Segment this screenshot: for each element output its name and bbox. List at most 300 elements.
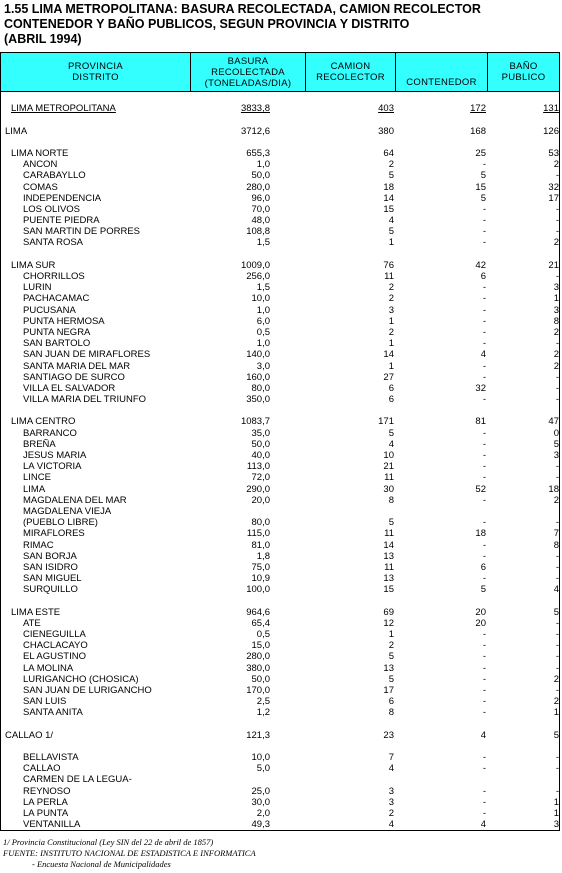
contenedor-cell: 4 xyxy=(480,819,486,831)
header-bano-publico: BAÑO PUBLICO xyxy=(501,61,546,83)
row-label xyxy=(1,193,191,204)
table-row xyxy=(1,293,559,304)
row-label-text: CIENEGUILLA xyxy=(23,629,86,640)
table-title xyxy=(4,2,481,47)
contenedor-cell: - xyxy=(482,438,486,450)
basura-cell: 290,0 xyxy=(246,483,270,495)
bano-cell: - xyxy=(555,684,559,696)
bano-cell: - xyxy=(555,763,559,775)
footnote-source: FUENTE: INSTITUTO NACIONAL DE ESTADISTICA E INFORMATICA xyxy=(3,848,256,858)
table-row xyxy=(1,517,559,528)
contenedor-cell: - xyxy=(482,326,486,338)
basura-cell xyxy=(191,774,306,785)
spacer-row xyxy=(1,137,559,148)
basura-cell: 0,5 xyxy=(256,326,270,338)
basura-cell: 50,0 xyxy=(251,673,270,685)
basura-cell xyxy=(191,249,306,260)
row-label xyxy=(1,506,191,517)
row-label xyxy=(1,640,191,651)
contenedor-cell: - xyxy=(482,315,486,327)
row-label-text: LIMA xyxy=(5,125,28,137)
camion-cell xyxy=(306,405,396,416)
contenedor-cell: - xyxy=(482,394,486,406)
camion-cell: 1 xyxy=(388,338,394,350)
row-label-text: LIMA NORTE xyxy=(11,147,69,159)
contenedor-cell: - xyxy=(482,304,486,316)
basura-cell: 1,0 xyxy=(256,338,270,350)
row-label xyxy=(1,484,191,495)
table-row xyxy=(1,584,559,595)
camion-cell: 1 xyxy=(388,237,394,249)
table-row xyxy=(1,226,559,237)
camion-cell: 171 xyxy=(378,416,394,428)
table-row xyxy=(1,540,559,551)
basura-cell: 49,3 xyxy=(251,819,270,831)
row-label-text: COMAS xyxy=(23,181,58,193)
bano-cell: 2 xyxy=(553,673,559,685)
basura-cell: 10,0 xyxy=(251,752,270,764)
row-label-text: CALLAO xyxy=(23,763,61,775)
contenedor-cell: 5 xyxy=(480,170,486,182)
row-label-text: JESUS MARIA xyxy=(23,450,87,461)
row-label-text: ANCON xyxy=(23,159,58,171)
row-label-text: PUNTA HERMOSA xyxy=(23,315,105,327)
row-label xyxy=(1,170,191,181)
camion-cell: 3 xyxy=(388,304,394,316)
table-row xyxy=(1,338,559,349)
camion-cell: 21 xyxy=(383,461,394,473)
camion-cell: 13 xyxy=(383,573,394,585)
table-row xyxy=(1,450,559,461)
basura-cell: 3712,6 xyxy=(240,125,270,137)
bano-cell: - xyxy=(555,461,559,473)
row-label xyxy=(1,394,191,405)
table-row xyxy=(1,182,559,193)
contenedor-cell: - xyxy=(482,673,486,685)
row-label xyxy=(1,215,191,226)
basura-cell: 15,0 xyxy=(251,640,270,652)
title-line-1: 1.55 LIMA METROPOLITANA: BASURA RECOLECTADA, CAMION RECOLECTOR xyxy=(4,2,481,16)
camion-cell: 8 xyxy=(388,494,394,506)
bano-cell: 3 xyxy=(553,819,559,831)
bano-cell: - xyxy=(555,215,559,227)
table-row xyxy=(1,439,559,450)
row-label-text: LIMA CENTRO xyxy=(11,416,76,428)
row-label xyxy=(1,730,191,741)
row-label-text: SURQUILLO xyxy=(23,584,78,596)
camion-cell: 2 xyxy=(388,159,394,171)
bano-cell: - xyxy=(555,561,559,573)
row-label-text: BREÑA xyxy=(23,438,56,450)
contenedor-cell: - xyxy=(482,472,486,484)
row-label xyxy=(1,685,191,696)
bano-cell: 1 xyxy=(553,796,559,808)
row-label-text: CHORRILLOS xyxy=(23,271,85,282)
table-row xyxy=(1,774,559,785)
bano-cell: - xyxy=(555,640,559,652)
contenedor-cell xyxy=(396,595,488,606)
table-header xyxy=(0,52,560,92)
row-label xyxy=(1,696,191,707)
bano-cell xyxy=(488,405,559,416)
basura-cell: 6,0 xyxy=(256,315,270,327)
basura-cell: 113,0 xyxy=(246,461,270,473)
row-label-text: PUENTE PIEDRA xyxy=(23,215,100,227)
contenedor-cell: - xyxy=(482,517,486,529)
basura-cell: 80,0 xyxy=(251,382,270,394)
row-label xyxy=(1,103,191,114)
row-label xyxy=(1,551,191,562)
table-row xyxy=(1,651,559,662)
spacer-row xyxy=(1,92,559,103)
basura-cell xyxy=(191,114,306,125)
row-label xyxy=(1,461,191,472)
basura-cell: 25,0 xyxy=(251,785,270,797)
table-row xyxy=(1,215,559,226)
contenedor-cell: - xyxy=(482,450,486,461)
table-row xyxy=(1,372,559,383)
table-row xyxy=(1,819,559,830)
row-label-text: VILLA EL SALVADOR xyxy=(23,382,116,394)
contenedor-cell: - xyxy=(482,237,486,249)
row-label-text: RIMAC xyxy=(23,539,54,551)
contenedor-cell xyxy=(396,92,488,103)
bano-cell: 17 xyxy=(548,192,559,204)
basura-cell xyxy=(191,595,306,606)
row-label xyxy=(1,528,191,539)
camion-cell: 4 xyxy=(388,819,394,831)
bano-cell xyxy=(488,92,559,103)
contenedor-cell: - xyxy=(482,707,486,719)
table-row xyxy=(1,305,559,316)
basura-cell: 30,0 xyxy=(251,796,270,808)
camion-cell: 4 xyxy=(388,438,394,450)
row-label-text: SANTA ANITA xyxy=(23,707,83,719)
row-label xyxy=(1,450,191,461)
basura-cell: 140,0 xyxy=(246,349,270,361)
header-provincia-distrito: PROVINCIA DISTRITO xyxy=(1,53,191,91)
row-label xyxy=(1,629,191,640)
table-row xyxy=(1,797,559,808)
contenedor-cell: - xyxy=(482,159,486,171)
footnote-callao: 1/ Provincia Constitucional (Ley SIN del 22 de abril de 1857) xyxy=(3,837,214,847)
table-row xyxy=(1,361,559,372)
row-label xyxy=(1,663,191,674)
bano-cell xyxy=(488,774,559,785)
contenedor-cell: - xyxy=(482,640,486,652)
row-label-text: VILLA MARIA DEL TRIUNFO xyxy=(23,394,147,406)
row-label xyxy=(1,305,191,316)
table-row xyxy=(1,674,559,685)
camion-cell: 12 xyxy=(383,617,394,629)
camion-cell xyxy=(306,114,396,125)
row-label-text: SANTA MARIA DEL MAR xyxy=(23,360,131,372)
camion-cell: 14 xyxy=(383,539,394,551)
camion-cell: 5 xyxy=(388,517,394,529)
bano-cell: 3 xyxy=(553,282,559,294)
contenedor-cell xyxy=(396,114,488,125)
camion-cell: 11 xyxy=(384,271,394,282)
row-label-text: LINCE xyxy=(23,472,51,484)
row-label-text: PUCUSANA xyxy=(23,304,76,316)
bano-cell: - xyxy=(555,629,559,640)
basura-cell xyxy=(191,741,306,752)
row-label xyxy=(1,260,191,271)
row-label xyxy=(1,316,191,327)
row-label-text: MAGDALENA VIEJA xyxy=(23,505,112,517)
camion-cell: 13 xyxy=(383,662,394,674)
row-label xyxy=(1,338,191,349)
row-label xyxy=(1,752,191,763)
camion-cell: 27 xyxy=(383,371,394,383)
camion-cell: 2 xyxy=(388,640,394,652)
contenedor-cell: - xyxy=(482,338,486,350)
camion-cell: 380 xyxy=(378,125,394,137)
basura-cell: 72,0 xyxy=(251,472,270,484)
bano-cell: 1 xyxy=(553,808,559,819)
table-row xyxy=(1,103,559,114)
contenedor-cell: - xyxy=(482,494,486,506)
header-basura-recolectada: BASURA RECOLECTADA (TONELADAS/DIA) xyxy=(191,53,306,91)
contenedor-cell: 6 xyxy=(480,271,486,282)
header-contenedor: CONTENEDOR xyxy=(396,53,488,91)
bano-cell: 5 xyxy=(553,729,559,741)
row-label-text: (PUEBLO LIBRE) xyxy=(23,517,98,529)
basura-cell: 170,0 xyxy=(246,684,270,696)
basura-cell: 121,3 xyxy=(246,729,270,741)
contenedor-cell: - xyxy=(482,651,486,663)
bano-cell xyxy=(488,595,559,606)
contenedor-cell: 168 xyxy=(470,125,486,137)
bano-cell: 3 xyxy=(553,450,559,461)
row-label-text: LIMA SUR xyxy=(11,259,56,271)
footnote-survey: - Encuesta Nacional de Municipalidades xyxy=(32,859,171,869)
basura-cell: 380,0 xyxy=(246,662,270,674)
bano-cell: 1 xyxy=(553,707,559,719)
contenedor-cell xyxy=(396,249,488,260)
bano-cell: 126 xyxy=(543,125,559,137)
contenedor-cell: - xyxy=(482,226,486,238)
basura-cell: 655,3 xyxy=(246,147,270,159)
bano-cell: 18 xyxy=(548,483,559,495)
bano-cell: 2 xyxy=(553,326,559,338)
table-row xyxy=(1,316,559,327)
table-row xyxy=(1,786,559,797)
camion-cell: 11 xyxy=(384,528,394,540)
camion-cell xyxy=(306,774,396,785)
contenedor-cell xyxy=(396,719,488,730)
row-label xyxy=(1,607,191,618)
row-label-text: CHACLACAYO xyxy=(23,640,88,652)
row-label-text: SAN LUIS xyxy=(23,696,67,708)
basura-cell xyxy=(191,506,306,517)
row-label xyxy=(1,707,191,718)
camion-cell: 69 xyxy=(383,606,394,618)
contenedor-cell: 18 xyxy=(475,528,486,540)
basura-cell: 350,0 xyxy=(246,394,270,406)
table-row xyxy=(1,193,559,204)
row-label-text: LA PUNTA xyxy=(23,808,69,819)
contenedor-cell: 25 xyxy=(475,147,486,159)
basura-cell: 65,4 xyxy=(251,617,270,629)
spacer-row xyxy=(1,405,559,416)
camion-cell: 14 xyxy=(383,192,394,204)
row-label-text: LA VICTORIA xyxy=(23,461,82,473)
contenedor-cell xyxy=(396,506,488,517)
contenedor-cell: 15 xyxy=(475,181,486,193)
row-label xyxy=(1,595,191,606)
row-label-text: CARABAYLLO xyxy=(23,170,86,182)
row-label-text: VENTANILLA xyxy=(23,819,81,831)
bano-cell: - xyxy=(555,338,559,350)
spacer-row xyxy=(1,741,559,752)
bano-cell: - xyxy=(555,785,559,797)
bano-cell: - xyxy=(555,651,559,663)
contenedor-cell: - xyxy=(482,427,486,439)
row-label xyxy=(1,797,191,808)
row-label xyxy=(1,226,191,237)
contenedor-cell: 4 xyxy=(480,729,486,741)
row-label xyxy=(1,282,191,293)
camion-cell: 5 xyxy=(388,673,394,685)
bano-cell: 0 xyxy=(553,427,559,439)
basura-cell xyxy=(191,719,306,730)
row-label-text: MAGDALENA DEL MAR xyxy=(23,494,127,506)
row-label xyxy=(1,126,191,137)
camion-cell: 1 xyxy=(388,360,394,372)
row-label xyxy=(1,159,191,170)
bano-cell: 32 xyxy=(548,181,559,193)
camion-cell: 6 xyxy=(388,696,394,708)
table-row xyxy=(1,472,559,483)
table-row xyxy=(1,629,559,640)
table-row xyxy=(1,204,559,215)
camion-cell: 3 xyxy=(388,785,394,797)
basura-cell: 1083,7 xyxy=(240,416,270,428)
basura-cell: 75,0 xyxy=(251,561,270,573)
bano-cell xyxy=(488,249,559,260)
table-row xyxy=(1,260,559,271)
camion-cell: 15 xyxy=(383,584,394,596)
row-label xyxy=(1,237,191,248)
contenedor-cell xyxy=(396,774,488,785)
table-row xyxy=(1,282,559,293)
bano-cell: 4 xyxy=(553,584,559,596)
spacer-row xyxy=(1,249,559,260)
basura-cell: 80,0 xyxy=(251,517,270,529)
contenedor-cell: 172 xyxy=(470,103,486,115)
camion-cell: 76 xyxy=(383,259,394,271)
bano-cell: 7 xyxy=(553,528,559,540)
camion-cell: 5 xyxy=(388,651,394,663)
basura-cell: 1,5 xyxy=(256,282,270,294)
title-line-2: CONTENEDOR Y BAÑO PUBLICOS, SEGUN PROVINCIA Y DISTRITO xyxy=(4,17,410,31)
contenedor-cell: - xyxy=(482,282,486,294)
basura-cell: 108,8 xyxy=(246,226,270,238)
table-row xyxy=(1,416,559,427)
table-row xyxy=(1,618,559,629)
row-label-text: LOS OLIVOS xyxy=(23,203,81,215)
contenedor-cell: 42 xyxy=(475,259,486,271)
camion-cell: 11 xyxy=(384,561,394,573)
basura-cell: 20,0 xyxy=(251,494,270,506)
basura-cell: 964,6 xyxy=(246,606,270,618)
contenedor-cell: - xyxy=(482,539,486,551)
bano-cell xyxy=(488,137,559,148)
row-label-text: SAN BARTOLO xyxy=(23,338,91,350)
bano-cell: 53 xyxy=(548,147,559,159)
row-label xyxy=(1,383,191,394)
camion-cell: 10 xyxy=(383,450,394,461)
contenedor-cell: - xyxy=(482,808,486,819)
bano-cell: - xyxy=(555,170,559,182)
table-row xyxy=(1,696,559,707)
table-row xyxy=(1,394,559,405)
contenedor-cell: - xyxy=(482,293,486,305)
bano-cell: - xyxy=(555,617,559,629)
basura-cell: 1,0 xyxy=(256,304,270,316)
contenedor-cell: - xyxy=(482,684,486,696)
row-label-text: EL AGUSTINO xyxy=(23,651,86,663)
row-label xyxy=(1,584,191,595)
header-camion-recolector: CAMION RECOLECTOR xyxy=(306,53,396,91)
camion-cell: 4 xyxy=(388,763,394,775)
camion-cell xyxy=(306,137,396,148)
bano-cell: 47 xyxy=(548,416,559,428)
row-label-text: SAN MIGUEL xyxy=(23,573,82,585)
basura-cell: 48,0 xyxy=(251,215,270,227)
camion-cell: 1 xyxy=(388,629,394,640)
row-label xyxy=(1,92,191,103)
contenedor-cell: - xyxy=(482,796,486,808)
camion-cell: 6 xyxy=(388,382,394,394)
contenedor-cell: 20 xyxy=(475,617,486,629)
row-label xyxy=(1,271,191,282)
camion-cell: 18 xyxy=(383,181,394,193)
row-label xyxy=(1,405,191,416)
camion-cell: 4 xyxy=(388,215,394,227)
camion-cell: 3 xyxy=(388,796,394,808)
table-row xyxy=(1,349,559,360)
bano-cell: 2 xyxy=(553,349,559,361)
bano-cell: - xyxy=(555,226,559,238)
bano-cell: 1 xyxy=(553,293,559,305)
basura-cell: 1,0 xyxy=(256,159,270,171)
camion-cell: 64 xyxy=(383,147,394,159)
camion-cell xyxy=(306,741,396,752)
basura-cell: 100,0 xyxy=(246,584,270,596)
bano-cell xyxy=(488,114,559,125)
table-row xyxy=(1,126,559,137)
row-label xyxy=(1,472,191,483)
bano-cell: 2 xyxy=(553,159,559,171)
row-label-text: REYNOSO xyxy=(23,785,71,797)
contenedor-cell: - xyxy=(482,662,486,674)
bano-cell: - xyxy=(555,573,559,585)
row-label xyxy=(1,517,191,528)
row-label-text: LIMA xyxy=(23,483,46,495)
contenedor-cell: - xyxy=(482,763,486,775)
basura-cell: 96,0 xyxy=(251,192,270,204)
bano-cell: 8 xyxy=(553,315,559,327)
row-label xyxy=(1,182,191,193)
basura-cell: 3833,8 xyxy=(240,103,270,115)
table-row xyxy=(1,573,559,584)
basura-cell: 1009,0 xyxy=(240,259,270,271)
basura-cell: 160,0 xyxy=(246,371,270,383)
contenedor-cell: - xyxy=(482,752,486,764)
row-label xyxy=(1,361,191,372)
